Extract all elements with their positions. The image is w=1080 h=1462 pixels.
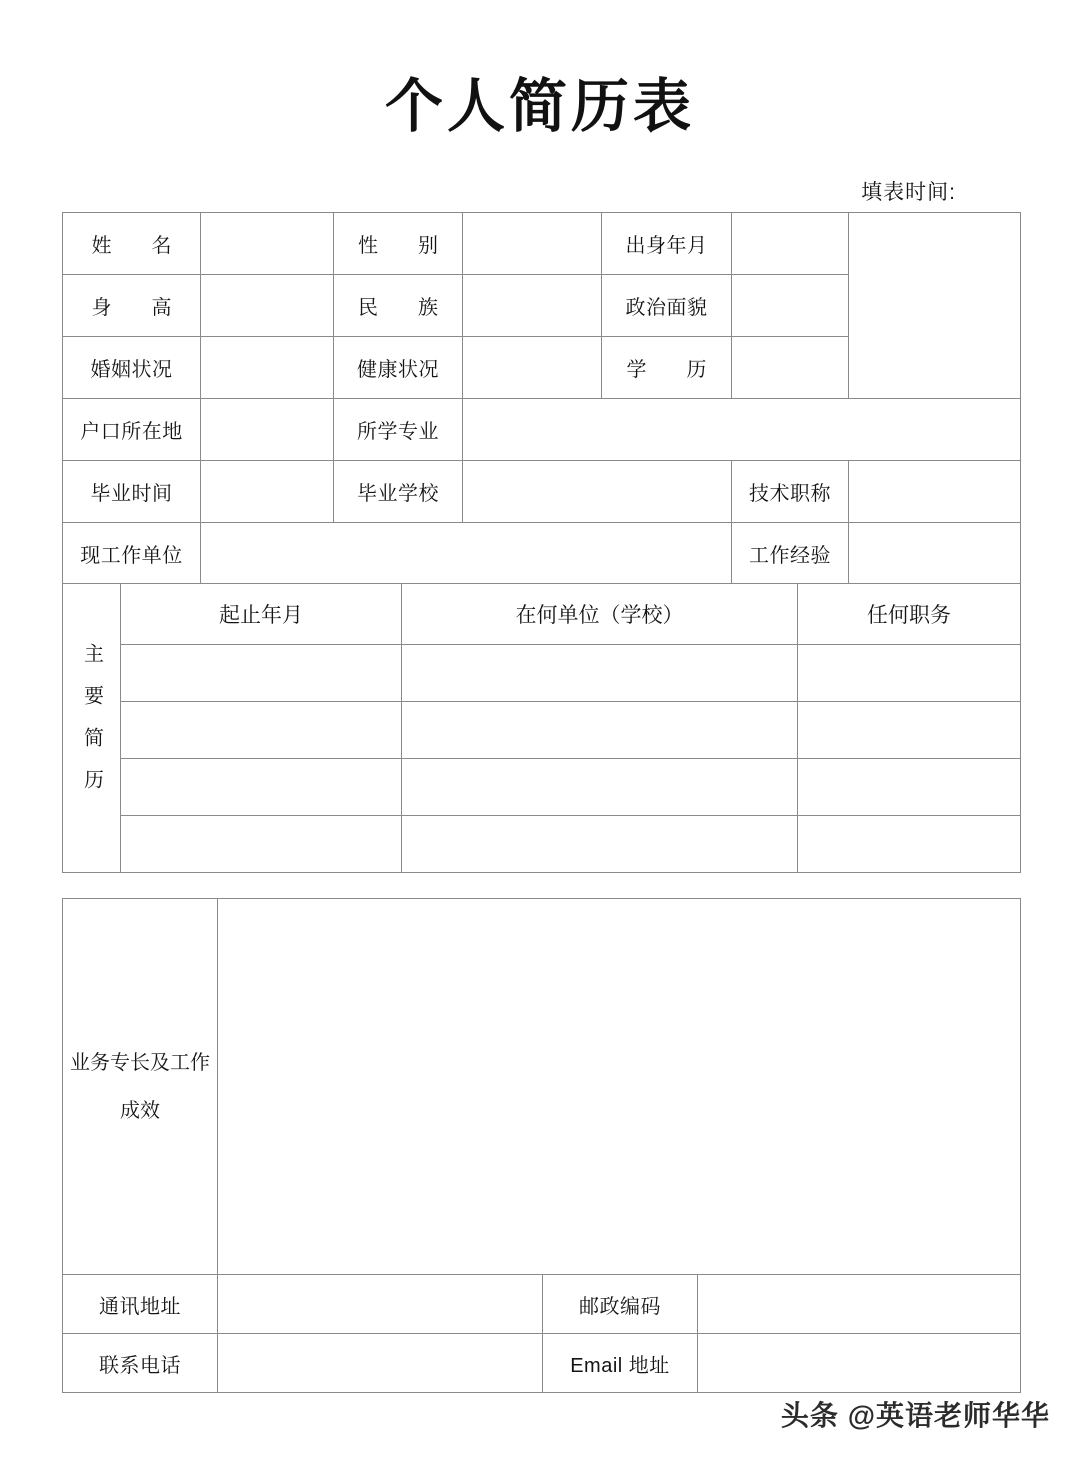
- education-level-value[interactable]: [732, 337, 849, 399]
- organization-value[interactable]: [402, 759, 798, 816]
- period-value[interactable]: [121, 702, 402, 759]
- phone-value[interactable]: [218, 1334, 543, 1393]
- table-row: [63, 645, 1021, 702]
- table-row: [63, 461, 1021, 523]
- graduation-school-label: 毕业学校: [334, 461, 463, 523]
- position-value[interactable]: [798, 816, 1021, 873]
- watermark: [781, 1394, 1050, 1434]
- political-status-label: 政治面貌: [602, 275, 732, 337]
- table-row: [63, 213, 1021, 275]
- name-label: 姓 名: [63, 213, 201, 275]
- postcode-label: 邮政编码: [543, 1275, 698, 1334]
- period-value[interactable]: [121, 759, 402, 816]
- main-resume-header-row: [63, 584, 1021, 645]
- political-status-value[interactable]: [732, 275, 849, 337]
- position-value[interactable]: [798, 759, 1021, 816]
- birth-date-value[interactable]: [732, 213, 849, 275]
- column-header-organization: 在何单位（学校）: [402, 584, 798, 645]
- graduation-time-value[interactable]: [201, 461, 334, 523]
- email-value[interactable]: [698, 1334, 1021, 1393]
- organization-value[interactable]: [402, 702, 798, 759]
- name-value[interactable]: [201, 213, 334, 275]
- specialty-value[interactable]: [218, 899, 1021, 1275]
- table-row: [63, 1275, 1021, 1334]
- resume-table: [62, 212, 1021, 585]
- graduation-school-value[interactable]: [463, 461, 732, 523]
- mailing-address-label: 通讯地址: [63, 1275, 218, 1334]
- graduation-time-label: 毕业时间: [63, 461, 201, 523]
- period-value[interactable]: [121, 645, 402, 702]
- gender-value[interactable]: [463, 213, 602, 275]
- table-row: [63, 399, 1021, 461]
- height-value[interactable]: [201, 275, 334, 337]
- page-title: 个人简历表: [384, 74, 695, 139]
- photo-cell[interactable]: [849, 213, 1021, 399]
- technical-title-value[interactable]: [849, 461, 1021, 523]
- email-label: Email 地址: [543, 1334, 698, 1393]
- table-row: [63, 759, 1021, 816]
- watermark-handle: @英语老师华华: [847, 1400, 1050, 1431]
- current-employer-label: 现工作单位: [63, 523, 201, 585]
- work-experience-value[interactable]: [849, 523, 1021, 585]
- education-level-label: 学 历: [602, 337, 732, 399]
- table-row: [63, 1334, 1021, 1393]
- work-experience-label: 工作经验: [732, 523, 849, 585]
- household-location-value[interactable]: [201, 399, 334, 461]
- major-value[interactable]: [463, 399, 1021, 461]
- health-status-label: 健康状况: [334, 337, 463, 399]
- watermark-platform: 头条: [780, 1400, 839, 1431]
- gender-label: 性 别: [334, 213, 463, 275]
- position-value[interactable]: [798, 702, 1021, 759]
- health-status-value[interactable]: [463, 337, 602, 399]
- birth-date-label: 出身年月: [602, 213, 732, 275]
- phone-label: 联系电话: [63, 1334, 218, 1393]
- main-resume-side-label: [63, 584, 121, 873]
- column-header-period: 起止年月: [121, 584, 402, 645]
- table-row: [63, 702, 1021, 759]
- fill-time-label: 填表时间:: [861, 181, 956, 204]
- postcode-value[interactable]: [698, 1275, 1021, 1334]
- main-resume-table: [62, 583, 1021, 873]
- specialty-label: 业务专长及工作成效: [63, 899, 218, 1275]
- table-row: [63, 523, 1021, 585]
- specialty-row: [63, 899, 1021, 1275]
- current-employer-value[interactable]: [201, 523, 732, 585]
- mailing-address-value[interactable]: [218, 1275, 543, 1334]
- column-header-position: 任何职务: [798, 584, 1021, 645]
- technical-title-label: 技术职称: [732, 461, 849, 523]
- period-value[interactable]: [121, 816, 402, 873]
- marital-status-value[interactable]: [201, 337, 334, 399]
- ethnicity-value[interactable]: [463, 275, 602, 337]
- main-resume-side-label-text: 主要简历: [80, 643, 103, 811]
- organization-value[interactable]: [402, 816, 798, 873]
- specialty-contact-table: [62, 898, 1021, 1393]
- household-location-label: 户口所在地: [63, 399, 201, 461]
- organization-value[interactable]: [402, 645, 798, 702]
- major-label: 所学专业: [334, 399, 463, 461]
- table-row: [63, 816, 1021, 873]
- position-value[interactable]: [798, 645, 1021, 702]
- ethnicity-label: 民 族: [334, 275, 463, 337]
- height-label: 身 高: [63, 275, 201, 337]
- marital-status-label: 婚姻状况: [63, 337, 201, 399]
